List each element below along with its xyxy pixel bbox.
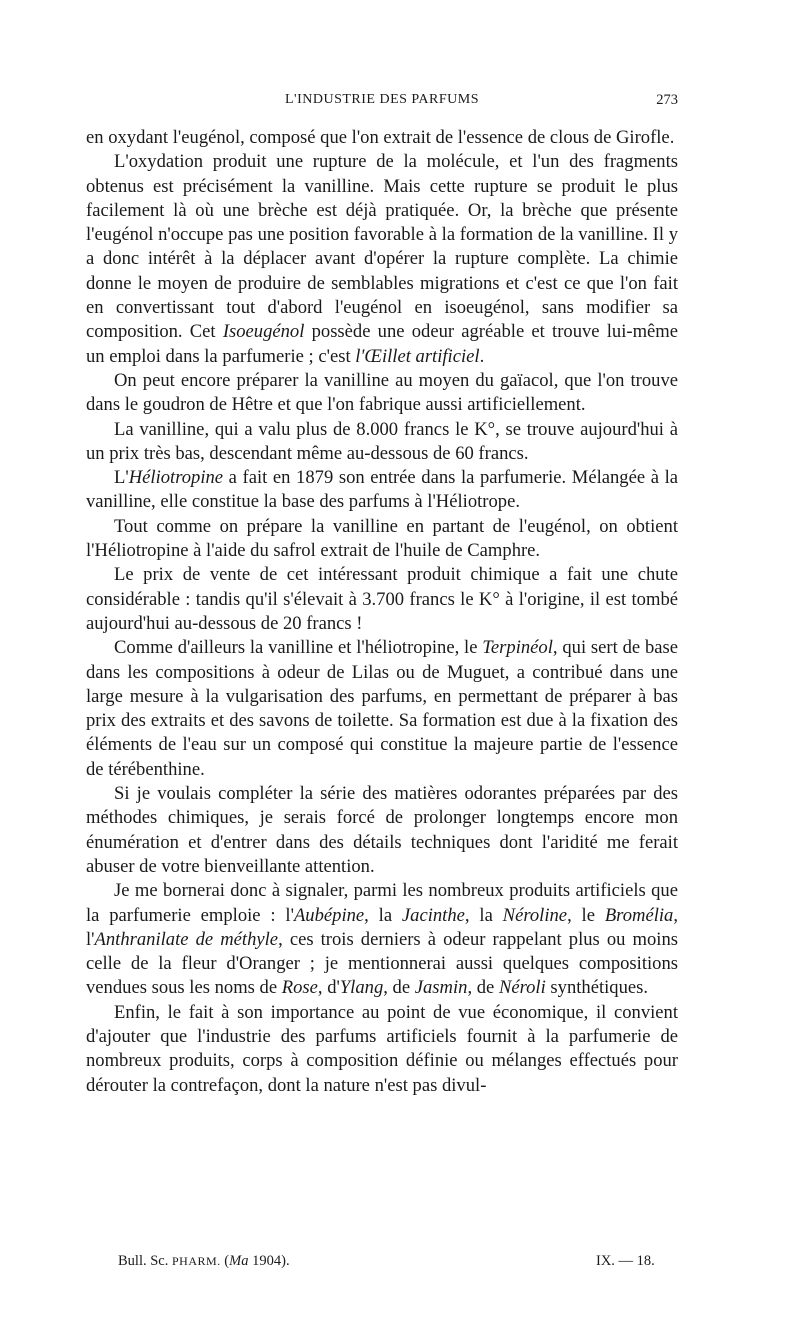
- paragraph: [86, 466, 678, 515]
- text-run: a fait en 1879 son entrée dans la parfumerie. Mélangée à la vanilline, elle constitue la base des parfums à l'Héliotrope.: [86, 467, 678, 513]
- paragraph: [86, 636, 678, 782]
- italic-term: l'Œillet artificiel: [355, 345, 480, 367]
- text-run: , ces trois derniers à odeur rappelant plus ou moins celle de la fleur d'Oranger ; je mentionnerai aussi quelques compositions vendues sous les noms de: [86, 928, 679, 999]
- text-run: , le: [567, 904, 605, 926]
- issue-month: Ma: [229, 1253, 249, 1269]
- paragraph: [86, 150, 678, 369]
- italic-term: Terpinéol: [482, 637, 553, 659]
- text-run: .: [479, 345, 485, 367]
- paragraph: [86, 369, 678, 418]
- journal-abbrev: PHARM.: [171, 1254, 221, 1268]
- text-run: La vanilline, qui a valu plus de 8.000 francs le K°, se trouve aujourd'hui à un prix très bas, descendant même au-dessous de 60 francs.: [86, 418, 678, 464]
- italic-term: Néroline: [502, 904, 568, 926]
- paragraph: [86, 782, 678, 879]
- journal-name: Bull. Sc.: [118, 1253, 169, 1269]
- page-footer: [118, 1253, 678, 1275]
- text-run: en oxydant l'eugénol, composé que l'on extrait de l'essence de clous de Girofle.: [86, 127, 675, 148]
- italic-term: Isoeugénol: [222, 321, 305, 343]
- text-run: Si je voulais compléter la série des matières odorantes préparées par des méthodes chimiques, je serais forcé de prolonger longtemps encore mon énumération et d'entrer dans des détails techniques dont l'aridité me ferait abuser de votre bienveillante attention.: [86, 783, 678, 877]
- paragraph: [86, 126, 678, 150]
- text-run: L': [114, 467, 129, 489]
- text-run: Enfin, le fait à son importance au point de vue économique, il convient d'ajouter que l'industrie des parfums artificiels fournit à la parfumerie de nombreux produits, corps à composition définie ou mélanges effectués pour dérouter la contrefaçon, dont la nature n'est pas divul-: [86, 1001, 678, 1096]
- italic-term: Aubépine: [293, 904, 365, 926]
- italic-term: Jacinthe: [401, 904, 465, 926]
- running-title: L'INDUSTRIE DES PARFUMS: [285, 92, 479, 107]
- paragraph: [86, 515, 678, 564]
- body-text: [86, 126, 678, 1098]
- text-run: Le prix de vente de cet intéressant produit chimique a fait une chute considérable : tandis qu'il s'élevait à 3.700 francs le K° à l'origine, il est tombé aujourd'hui au-dessous de 20 francs !: [86, 564, 678, 634]
- text-run: Tout comme on prépare la vanilline en partant de l'eugénol, on obtient l'Héliotropine à l'aide du safrol extrait de l'huile de Camphre.: [86, 515, 678, 562]
- italic-term: Héliotropine: [128, 467, 224, 489]
- page-number: 273: [656, 92, 678, 108]
- paragraph: [86, 1001, 678, 1098]
- text-run: , de: [467, 977, 499, 999]
- italic-term: Jasmin: [414, 977, 468, 999]
- text-run: , la: [464, 904, 503, 926]
- paragraph: [86, 418, 678, 467]
- text-run: , de: [383, 977, 415, 999]
- italic-term: Ylang: [339, 977, 384, 999]
- text-run: , d': [317, 977, 340, 999]
- text-run: possède une odeur agréable et trouve lui-même un emploi dans la parfumerie ; c'est: [86, 321, 678, 367]
- italic-term: Néroli: [498, 977, 546, 999]
- journal-citation: Bull. Sc. PHARM. (Ma 1904).: [118, 1253, 290, 1269]
- text-run: , la: [364, 904, 402, 926]
- issue-year: 1904: [252, 1253, 282, 1269]
- paragraph: [86, 879, 678, 1000]
- text-run: , l': [86, 904, 678, 950]
- text-run: synthétiques.: [545, 977, 649, 999]
- text-run: Comme d'ailleurs la vanilline et l'héliotropine, le: [114, 637, 483, 659]
- page-header: [86, 92, 678, 116]
- italic-term: Rose: [281, 977, 318, 999]
- text-run: L'oxydation produit une rupture de la molécule, et l'un des fragments obtenus est précisément la vanilline. Mais cette rupture se produit le plus facilement là où une brèche est déjà pratiquée. Or, la brèche que présente l'eugénol n'occupe pas une position favorable à la formation de la vanilline. Il y a donc intérêt à la déplacer avant d'opérer la rupture complète. La chimie donne le moyen de produire de semblables migrations et c'est ce que l'on fait en convertissant tout d'abord l'eugénol en isoeugénol, sans modifier sa composition. Cet: [86, 151, 678, 343]
- italic-term: Anthranilate de méthyle: [94, 928, 279, 950]
- text-run: On peut encore préparer la vanilline au moyen du gaïacol, que l'on trouve dans le goudron de Hêtre et que l'on fabrique aussi artificiellement.: [86, 369, 678, 416]
- paragraph: [86, 563, 678, 636]
- text-run: Je me bornerai donc à signaler, parmi les nombreux produits artificiels que la parfumerie emploie : l': [86, 880, 678, 926]
- italic-term: Bromélia: [604, 904, 674, 926]
- sheet-signature: IX. — 18.: [596, 1253, 655, 1269]
- text-run: , qui sert de base dans les compositions à odeur de Lilas ou de Muguet, a contribué dans une large mesure à la vulgarisation des parfums, en permettant de préparer à bas prix des extraits et des savons de toilette. Sa formation est due à la fixation des éléments de l'eau sur un composé qui constitue la majeure partie de l'essence de térébenthine.: [86, 637, 678, 780]
